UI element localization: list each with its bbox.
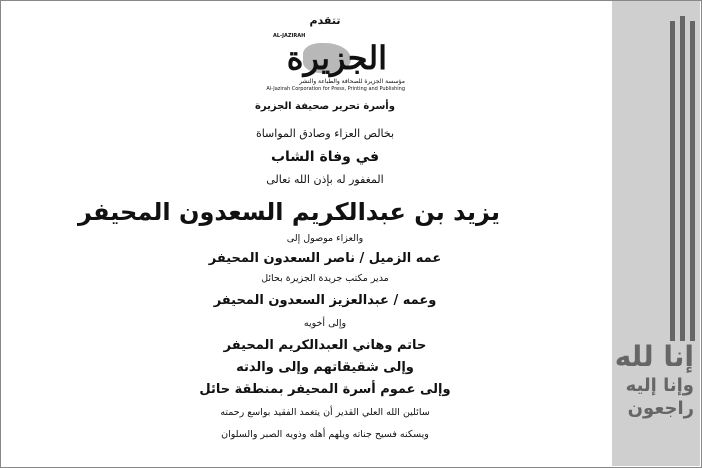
calligraphy-stroke — [680, 16, 685, 341]
extended-to-text: والعزاء موصول إلى — [286, 233, 364, 244]
deceased-name: يزيد بن عبدالكريم السعدون المحيفر — [78, 198, 500, 226]
calligraphy-stroke — [670, 21, 675, 341]
logo-subtitle-en: Al-Jazirah Corporation for Press, Printing and Publishing — [266, 86, 405, 92]
calligraphy-stroke — [690, 21, 695, 341]
logo-subtitle-ar: مؤسسة الجزيرة للصحافة والطباعة والنشر — [299, 78, 405, 85]
brothers-names: حاتم وهاني العبدالكريم المحيفر — [223, 338, 427, 353]
uncle2-name: وعمه / عبدالعزيز السعدون المحيفر — [213, 293, 437, 308]
al-jazirah-logo — [225, 31, 425, 99]
condolence-text: بخالص العزاء وصادق المواساة — [255, 127, 395, 140]
death-of-text: في وفاة الشاب — [270, 149, 380, 165]
family-text: وإلى عموم أسرة المحيفر بمنطقة حائل — [199, 382, 451, 397]
uncle1-name: عمه الزميل / ناصر السعدون المحيفر — [208, 251, 442, 266]
late-text: المغفور له بإذن الله تعالى — [266, 173, 384, 186]
presents-text: تتقدم — [309, 14, 341, 27]
brothers-intro: وإلى أخويه — [303, 318, 347, 329]
calligraphy-panel — [612, 1, 700, 466]
prayer-line-2: ويسكنه فسيح جناته ويلهم أهله وذويه الصبر والسلوان — [221, 429, 429, 440]
prayer-line-1: سائلين الله العلي القدير أن يتغمد الفقيد بواسع رحمته — [220, 407, 430, 418]
panel-line-3: راجعون — [627, 398, 694, 419]
editorial-family: وأسرة تحرير صحيفة الجزيرة — [255, 101, 395, 112]
logo-arabic: الجزيرة — [286, 39, 387, 77]
logo-latin: AL-JAZIRAH — [273, 33, 306, 39]
uncle1-title: مدير مكتب جريدة الجزيرة بحائل — [261, 273, 389, 284]
panel-line-1: إنا لله — [614, 340, 694, 373]
panel-line-2: وإنا إليه — [625, 375, 694, 396]
sisters-mother: وإلى شقيقاتهم وإلى والدته — [236, 360, 414, 375]
